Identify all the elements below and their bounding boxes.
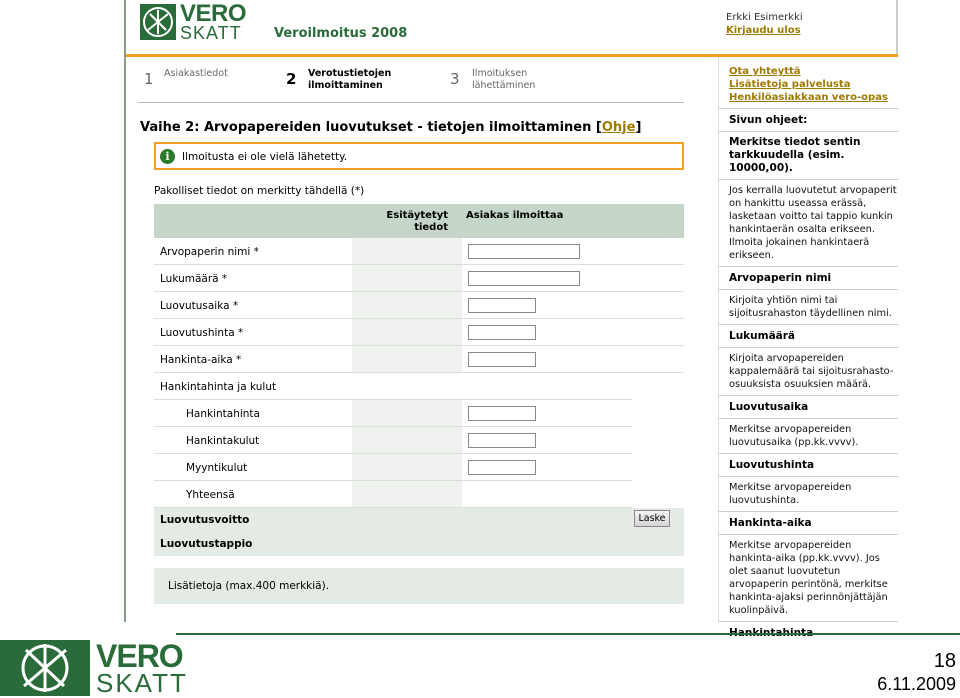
status-notice [154, 142, 684, 170]
sale-price-input[interactable] [468, 325, 536, 340]
step-1-number: 1 [144, 70, 154, 88]
sidebar-divider [719, 131, 898, 132]
help-item-text: Merkitse arvopapereiden luovutushinta. [729, 482, 852, 506]
field-label: Yhteensä [186, 489, 235, 501]
page-title-end: ] [635, 120, 642, 135]
page-help-title: Sivun ohjeet: [729, 114, 808, 126]
gain-row [154, 508, 684, 532]
application-window [124, 0, 898, 622]
help-item-text: Merkitse arvopapereiden luovutusaika (pp.kk.vvvv). [729, 424, 859, 448]
field-label: Lukumäärä * [160, 273, 228, 285]
loss-label: Luovutustappio [160, 538, 253, 550]
step-3-label: Ilmoituksen lähettäminen [472, 68, 536, 91]
field-label: Luovutusaika * [160, 300, 239, 312]
required-fields-note: Pakolliset tiedot on merkitty tähdellä (*) [154, 185, 365, 197]
form-row-sale-date [154, 292, 684, 319]
prefilled-cell [352, 238, 462, 264]
tax-guide-link[interactable]: Henkilöasiakkaan vero-opas [729, 92, 888, 103]
sidebar-divider [719, 289, 898, 290]
spacer [154, 556, 684, 568]
sidebar-divider [719, 453, 898, 454]
acquisition-date-input[interactable] [468, 352, 536, 367]
form-row-acquisition-price [154, 400, 632, 427]
footer-skatt-text: SKATT [96, 668, 188, 698]
sidebar-divider [719, 621, 898, 622]
prefilled-cell [352, 400, 462, 426]
help-item-title: Arvopaperin nimi [729, 272, 832, 284]
sidebar-divider [719, 534, 898, 535]
security-name-input[interactable] [468, 244, 580, 259]
help-item-title: Luovutushinta [729, 459, 815, 471]
sidebar-divider [719, 476, 898, 477]
prefilled-cell [352, 292, 462, 318]
gain-label: Luovutusvoitto [160, 514, 250, 526]
vero-logo [140, 0, 256, 43]
help-item-text: Kirjoita arvopapereiden kappalemäärä tai sijoitusrahasto-osuuksista osuuksien määrä. [729, 353, 894, 390]
form-row-sale-price [154, 319, 684, 346]
sales-costs-input[interactable] [468, 460, 536, 475]
service-info-link[interactable]: Lisätietoja palvelusta [729, 79, 851, 90]
sidebar-divider [719, 511, 898, 512]
prefilled-cell [352, 454, 462, 480]
slide-date: 6.11.2009 [877, 674, 956, 694]
footer-vero-text: VERO [96, 638, 183, 674]
form-row-quantity [154, 265, 684, 292]
step-1-label: Asiakastiedot [164, 68, 228, 79]
form-row-total [154, 481, 632, 508]
step-2-number: 2 [286, 70, 297, 88]
sidebar-divider [719, 108, 898, 109]
sidebar-divider [719, 179, 898, 180]
form-row-acquisition-date [154, 346, 684, 373]
prefilled-cell [352, 265, 462, 291]
field-label: Hankintakulut [186, 435, 260, 447]
prefilled-cell [352, 427, 462, 453]
form-row-security-name [154, 238, 684, 265]
acquisition-costs-input[interactable] [468, 433, 536, 448]
logo-vero-text: VERO [180, 0, 247, 27]
contact-link[interactable]: Ota yhteyttä [729, 66, 801, 77]
field-label: Arvopaperin nimi * [160, 246, 259, 258]
info-icon: i [160, 149, 175, 164]
notice-text: Ilmoitusta ei ole vielä lähetetty. [182, 151, 348, 163]
quantity-input[interactable] [468, 271, 580, 286]
sidebar-divider [719, 266, 898, 267]
help-link[interactable]: Ohje [601, 120, 636, 135]
help-item-text: Kirjoita yhtiön nimi tai sijoitusrahaston täydellinen nimi. [729, 295, 892, 319]
field-label: Luovutushinta * [160, 327, 244, 339]
help-text: Jos kerralla luovutetut arvopaperit on hankittu useassa erässä, lasketaan voitto tai tappio kunkin hankintaerän osalta erikseen. Ilmoita jokainen hankintaerä erikseen. [729, 185, 897, 261]
group-label: Hankintahinta ja kulut [160, 381, 277, 393]
help-item-title: Lukumäärä [729, 330, 795, 342]
app-title: Veroilmoitus 2008 [274, 26, 408, 41]
form-row-costs-group [154, 373, 632, 400]
tree-emblem-icon [140, 4, 176, 40]
prefilled-cell [352, 346, 462, 372]
prefilled-cell [352, 481, 462, 507]
extra-info-section [154, 568, 684, 604]
logo-skatt-text: SKATT [180, 23, 242, 43]
calculate-button[interactable]: Laske [634, 510, 670, 527]
sidebar-divider [719, 395, 898, 396]
user-name: Erkki Esimerkki [726, 12, 803, 23]
help-item-text: Merkitse arvopapereiden hankinta-aika (pp.kk.vvvv). Jos olet saanut luovutetun arvopaperin perintönä, merkitse hankinta-ajaksi perinnönjättäjän kuolinpäivä. [729, 540, 888, 616]
steps-divider [138, 102, 684, 103]
loss-row [154, 532, 684, 556]
tree-emblem-icon [0, 640, 90, 696]
help-sidebar [718, 57, 898, 622]
sale-date-input[interactable] [468, 298, 536, 313]
page-title-text: Vaihe 2: Arvopapereiden luovutukset - tietojen ilmoittaminen [ [140, 120, 602, 135]
field-label: Hankinta-aika * [160, 354, 242, 366]
customer-column-header: Asiakas ilmoittaa [466, 210, 564, 221]
sidebar-divider [719, 347, 898, 348]
field-label: Hankintahinta [186, 408, 260, 420]
page-title [140, 120, 641, 135]
footer-divider [176, 633, 960, 635]
form-row-acquisition-costs [154, 427, 632, 454]
logout-link[interactable]: Kirjaudu ulos [726, 25, 801, 36]
form-row-sales-costs [154, 454, 632, 481]
acquisition-price-input[interactable] [468, 406, 536, 421]
field-label: Myyntikulut [186, 462, 248, 474]
prefilled-cell [352, 319, 462, 345]
step-2-label: Verotustietojen ilmoittaminen [308, 68, 392, 91]
sidebar-divider [719, 418, 898, 419]
sidebar-divider [719, 324, 898, 325]
footer-vero-logo [0, 638, 188, 698]
step-3-number: 3 [450, 70, 460, 88]
extra-info-label: Lisätietoja (max.400 merkkiä). [168, 580, 330, 592]
prefilled-column-header: Esitäytetyt tiedot [386, 210, 448, 233]
securities-form [154, 204, 684, 604]
page-number: 18 [933, 650, 956, 672]
form-header [154, 204, 684, 238]
help-item-title: Hankinta-aika [729, 517, 812, 529]
help-bold-text: Merkitse tiedot sentin tarkkuudella (esim. 10000,00). [729, 136, 861, 174]
help-item-title: Luovutusaika [729, 401, 809, 413]
